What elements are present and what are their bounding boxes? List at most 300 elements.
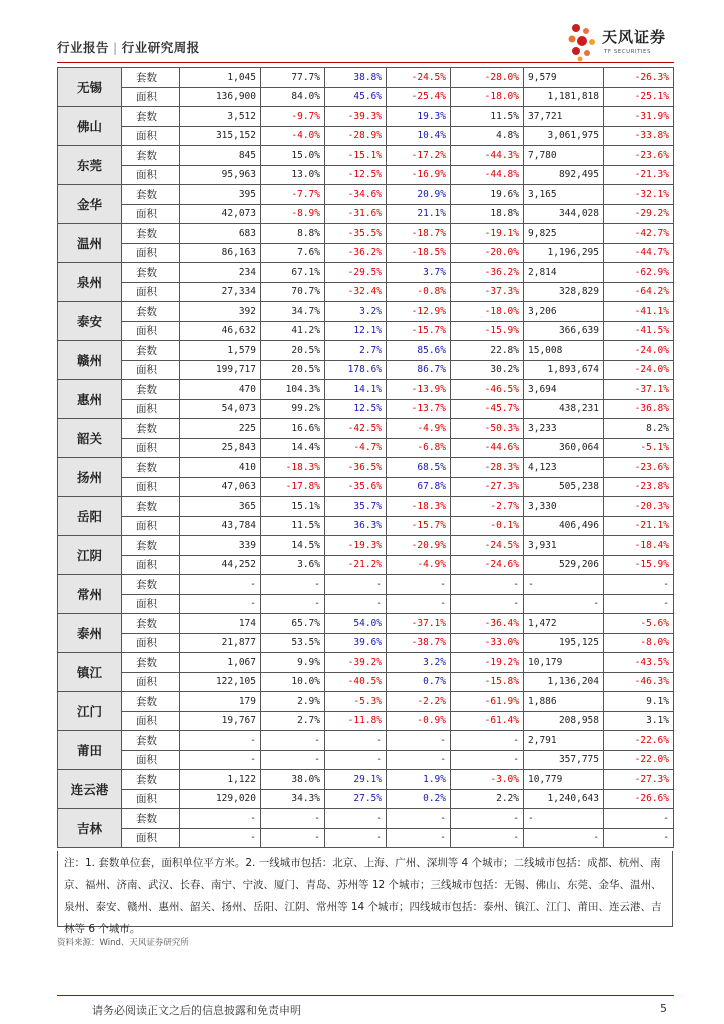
value-cell: 95,963: [180, 165, 261, 185]
tf-logo-icon: [566, 22, 600, 62]
value-cell: -28.9%: [325, 126, 387, 146]
value-cell: 37,721: [524, 107, 604, 127]
value-cell: -15.9%: [604, 555, 674, 575]
metric-label-cell: 套数: [122, 809, 180, 829]
value-cell: 21,877: [180, 633, 261, 653]
value-cell: 174: [180, 614, 261, 634]
city-name-cell: 泰州: [58, 614, 122, 653]
table-row: [58, 497, 674, 517]
value-cell: 4,123: [524, 458, 604, 478]
metric-label-cell: 套数: [122, 263, 180, 283]
city-name-cell: 江阴: [58, 536, 122, 575]
value-cell: -5.3%: [325, 692, 387, 712]
value-cell: 410: [180, 458, 261, 478]
value-cell: -34.6%: [325, 185, 387, 205]
value-cell: -7.7%: [261, 185, 325, 205]
disclaimer-footer: 请务必阅读正文之后的信息披露和免责申明: [92, 1004, 301, 1017]
value-cell: -: [325, 594, 387, 614]
value-cell: -: [524, 594, 604, 614]
metric-label-cell: 套数: [122, 458, 180, 478]
value-cell: 1.9%: [387, 770, 451, 790]
value-cell: 9,579: [524, 68, 604, 88]
city-name-cell: 赣州: [58, 341, 122, 380]
value-cell: 360,064: [524, 438, 604, 458]
metric-label-cell: 面积: [122, 399, 180, 419]
metric-label-cell: 套数: [122, 731, 180, 751]
value-cell: -43.5%: [604, 653, 674, 673]
value-cell: 9,825: [524, 224, 604, 244]
value-cell: 8.2%: [604, 419, 674, 439]
metric-label-cell: 套数: [122, 380, 180, 400]
value-cell: 43,784: [180, 516, 261, 536]
table-row: [58, 653, 674, 673]
table-row: [58, 672, 674, 692]
table-row: [58, 614, 674, 634]
table-row: [58, 282, 674, 302]
value-cell: 529,206: [524, 555, 604, 575]
value-cell: -33.0%: [451, 633, 524, 653]
value-cell: 41.2%: [261, 321, 325, 341]
metric-label-cell: 套数: [122, 614, 180, 634]
value-cell: 77.7%: [261, 68, 325, 88]
value-cell: -8.0%: [604, 633, 674, 653]
value-cell: -25.4%: [387, 87, 451, 107]
value-cell: -: [261, 750, 325, 770]
value-cell: 3,931: [524, 536, 604, 556]
value-cell: 29.1%: [325, 770, 387, 790]
value-cell: -11.8%: [325, 711, 387, 731]
table-note: 注：1. 套数单位套，面积单位平方米。2. 一线城市包括：北京、上海、广州、深圳等 4 个城市；二线城市包括：成都、杭州、南京、福州、济南、武汉、长春、南宁、宁波、厦门、青岛、苏州等 12 个城市；三线城市包括：无锡、佛山、东莞、金华、温州、泉州、泰安、赣州、惠州、韶关、扬州、岳阳、江阴、常州等 14 个城市；四线城市包括：泰州、镇江、江门、莆田、连云港、吉林等 6 个城市。: [57, 851, 673, 927]
table-row: [58, 770, 674, 790]
metric-label-cell: 面积: [122, 477, 180, 497]
value-cell: -29.5%: [325, 263, 387, 283]
value-cell: 365: [180, 497, 261, 517]
value-cell: 3,694: [524, 380, 604, 400]
value-cell: 395: [180, 185, 261, 205]
value-cell: -: [325, 575, 387, 595]
table-row: [58, 126, 674, 146]
value-cell: 1,240,643: [524, 789, 604, 809]
value-cell: 505,238: [524, 477, 604, 497]
value-cell: -: [180, 731, 261, 751]
value-cell: -29.2%: [604, 204, 674, 224]
metric-label-cell: 面积: [122, 789, 180, 809]
value-cell: -: [325, 731, 387, 751]
value-cell: 34.7%: [261, 302, 325, 322]
value-cell: -19.1%: [451, 224, 524, 244]
value-cell: -19.2%: [451, 653, 524, 673]
value-cell: -: [604, 575, 674, 595]
metric-label-cell: 套数: [122, 146, 180, 166]
metric-label-cell: 面积: [122, 87, 180, 107]
value-cell: -21.3%: [604, 165, 674, 185]
table-row: [58, 146, 674, 166]
city-name-cell: 泉州: [58, 263, 122, 302]
value-cell: 15,008: [524, 341, 604, 361]
table-row: [58, 536, 674, 556]
value-cell: -: [451, 828, 524, 848]
value-cell: 39.6%: [325, 633, 387, 653]
value-cell: 20.5%: [261, 341, 325, 361]
value-cell: -: [261, 575, 325, 595]
value-cell: -21.2%: [325, 555, 387, 575]
value-cell: 22.8%: [451, 341, 524, 361]
value-cell: -62.9%: [604, 263, 674, 283]
value-cell: -35.6%: [325, 477, 387, 497]
value-cell: -36.2%: [325, 243, 387, 263]
city-sales-table: [57, 67, 674, 848]
value-cell: -: [180, 575, 261, 595]
value-cell: -27.3%: [604, 770, 674, 790]
value-cell: -42.5%: [325, 419, 387, 439]
value-cell: 36.3%: [325, 516, 387, 536]
metric-label-cell: 套数: [122, 575, 180, 595]
value-cell: 10.0%: [261, 672, 325, 692]
value-cell: -: [524, 575, 604, 595]
value-cell: -28.0%: [451, 68, 524, 88]
value-cell: -44.8%: [451, 165, 524, 185]
value-cell: 129,020: [180, 789, 261, 809]
value-cell: 179: [180, 692, 261, 712]
table-row: [58, 185, 674, 205]
table-row: [58, 809, 674, 829]
table-row: [58, 731, 674, 751]
value-cell: 683: [180, 224, 261, 244]
city-name-cell: 无锡: [58, 68, 122, 107]
value-cell: -: [604, 594, 674, 614]
value-cell: 3.2%: [387, 653, 451, 673]
value-cell: -46.3%: [604, 672, 674, 692]
value-cell: -37.3%: [451, 282, 524, 302]
value-cell: 21.1%: [387, 204, 451, 224]
value-cell: -64.2%: [604, 282, 674, 302]
value-cell: 3.1%: [604, 711, 674, 731]
value-cell: -: [325, 750, 387, 770]
footer-rule: [57, 995, 674, 996]
header-subcategory: 行业研究周报: [121, 40, 200, 55]
value-cell: -18.5%: [387, 243, 451, 263]
city-name-cell: 泰安: [58, 302, 122, 341]
value-cell: -50.3%: [451, 419, 524, 439]
value-cell: 42,073: [180, 204, 261, 224]
value-cell: 12.1%: [325, 321, 387, 341]
table-row: [58, 633, 674, 653]
value-cell: -61.9%: [451, 692, 524, 712]
city-name-cell: 扬州: [58, 458, 122, 497]
logo-en-name: TF SECURITIES: [604, 49, 651, 55]
table-row: [58, 87, 674, 107]
value-cell: 2.9%: [261, 692, 325, 712]
metric-label-cell: 面积: [122, 126, 180, 146]
table-row: [58, 692, 674, 712]
metric-label-cell: 面积: [122, 438, 180, 458]
value-cell: -27.3%: [451, 477, 524, 497]
value-cell: 15.1%: [261, 497, 325, 517]
value-cell: 7.6%: [261, 243, 325, 263]
value-cell: 1,893,674: [524, 360, 604, 380]
value-cell: -24.0%: [604, 341, 674, 361]
value-cell: -24.5%: [387, 68, 451, 88]
metric-label-cell: 面积: [122, 321, 180, 341]
table-row: [58, 555, 674, 575]
value-cell: -19.3%: [325, 536, 387, 556]
value-cell: -18.3%: [261, 458, 325, 478]
value-cell: 68.5%: [387, 458, 451, 478]
table-row: [58, 263, 674, 283]
value-cell: -: [451, 809, 524, 829]
metric-label-cell: 套数: [122, 68, 180, 88]
table-row: [58, 165, 674, 185]
value-cell: 0.2%: [387, 789, 451, 809]
value-cell: -46.5%: [451, 380, 524, 400]
value-cell: 86.7%: [387, 360, 451, 380]
table-row: [58, 341, 674, 361]
value-cell: -22.6%: [604, 731, 674, 751]
table-row: [58, 321, 674, 341]
value-cell: 136,900: [180, 87, 261, 107]
city-name-cell: 惠州: [58, 380, 122, 419]
value-cell: 46,632: [180, 321, 261, 341]
value-cell: 1,067: [180, 653, 261, 673]
metric-label-cell: 套数: [122, 107, 180, 127]
table-row: [58, 789, 674, 809]
value-cell: 11.5%: [261, 516, 325, 536]
value-cell: 3,512: [180, 107, 261, 127]
value-cell: -5.1%: [604, 438, 674, 458]
value-cell: 195,125: [524, 633, 604, 653]
value-cell: -: [180, 809, 261, 829]
value-cell: 2,814: [524, 263, 604, 283]
table-row: [58, 360, 674, 380]
metric-label-cell: 套数: [122, 497, 180, 517]
value-cell: -42.7%: [604, 224, 674, 244]
value-cell: -36.2%: [451, 263, 524, 283]
value-cell: 178.6%: [325, 360, 387, 380]
value-cell: 86,163: [180, 243, 261, 263]
value-cell: -4.0%: [261, 126, 325, 146]
value-cell: -18.4%: [604, 536, 674, 556]
value-cell: 18.8%: [451, 204, 524, 224]
value-cell: 11.5%: [451, 107, 524, 127]
value-cell: 10,779: [524, 770, 604, 790]
value-cell: -44.3%: [451, 146, 524, 166]
value-cell: 438,231: [524, 399, 604, 419]
value-cell: -: [180, 750, 261, 770]
value-cell: -0.9%: [387, 711, 451, 731]
value-cell: -15.8%: [451, 672, 524, 692]
table-row: [58, 399, 674, 419]
value-cell: -9.7%: [261, 107, 325, 127]
value-cell: 54,073: [180, 399, 261, 419]
logo-name: 天风证券: [602, 28, 667, 46]
value-cell: -24.6%: [451, 555, 524, 575]
table-row: [58, 516, 674, 536]
value-cell: -6.8%: [387, 438, 451, 458]
table-row: [58, 107, 674, 127]
value-cell: -16.9%: [387, 165, 451, 185]
value-cell: -: [261, 809, 325, 829]
value-cell: -: [524, 809, 604, 829]
value-cell: -: [387, 828, 451, 848]
value-cell: -17.8%: [261, 477, 325, 497]
value-cell: -: [387, 731, 451, 751]
value-cell: -12.9%: [387, 302, 451, 322]
value-cell: 4.8%: [451, 126, 524, 146]
value-cell: -39.3%: [325, 107, 387, 127]
value-cell: 38.8%: [325, 68, 387, 88]
value-cell: -: [451, 750, 524, 770]
value-cell: 406,496: [524, 516, 604, 536]
table-row: [58, 243, 674, 263]
table-row: [58, 750, 674, 770]
value-cell: -23.6%: [604, 458, 674, 478]
value-cell: 357,775: [524, 750, 604, 770]
value-cell: 8.8%: [261, 224, 325, 244]
value-cell: -20.9%: [387, 536, 451, 556]
value-cell: 14.1%: [325, 380, 387, 400]
value-cell: -15.9%: [451, 321, 524, 341]
table-row: [58, 828, 674, 848]
value-cell: -: [524, 828, 604, 848]
value-cell: 2.7%: [325, 341, 387, 361]
value-cell: 1,472: [524, 614, 604, 634]
value-cell: 1,136,204: [524, 672, 604, 692]
value-cell: 339: [180, 536, 261, 556]
table-body: [58, 68, 674, 848]
value-cell: -: [325, 809, 387, 829]
city-name-cell: 岳阳: [58, 497, 122, 536]
value-cell: -15.7%: [387, 516, 451, 536]
value-cell: -: [180, 828, 261, 848]
metric-label-cell: 套数: [122, 419, 180, 439]
metric-label-cell: 套数: [122, 341, 180, 361]
value-cell: -: [387, 809, 451, 829]
page-header: [57, 38, 200, 56]
value-cell: -0.8%: [387, 282, 451, 302]
value-cell: 34.3%: [261, 789, 325, 809]
value-cell: -15.7%: [387, 321, 451, 341]
value-cell: 3,233: [524, 419, 604, 439]
value-cell: -61.4%: [451, 711, 524, 731]
value-cell: -35.5%: [325, 224, 387, 244]
value-cell: 328,829: [524, 282, 604, 302]
metric-label-cell: 面积: [122, 555, 180, 575]
value-cell: -5.6%: [604, 614, 674, 634]
value-cell: 67.1%: [261, 263, 325, 283]
value-cell: -26.3%: [604, 68, 674, 88]
value-cell: -: [451, 575, 524, 595]
value-cell: 3.7%: [387, 263, 451, 283]
value-cell: -28.3%: [451, 458, 524, 478]
value-cell: 10,179: [524, 653, 604, 673]
value-cell: 9.9%: [261, 653, 325, 673]
table-row: [58, 380, 674, 400]
metric-label-cell: 套数: [122, 224, 180, 244]
value-cell: -38.7%: [387, 633, 451, 653]
value-cell: -4.9%: [387, 555, 451, 575]
value-cell: 10.4%: [387, 126, 451, 146]
value-cell: 13.0%: [261, 165, 325, 185]
metric-label-cell: 套数: [122, 185, 180, 205]
value-cell: -: [451, 594, 524, 614]
value-cell: -23.8%: [604, 477, 674, 497]
value-cell: 54.0%: [325, 614, 387, 634]
value-cell: 3,206: [524, 302, 604, 322]
value-cell: 199,717: [180, 360, 261, 380]
value-cell: -4.9%: [387, 419, 451, 439]
value-cell: -32.4%: [325, 282, 387, 302]
value-cell: 65.7%: [261, 614, 325, 634]
value-cell: -18.0%: [451, 87, 524, 107]
value-cell: -: [604, 828, 674, 848]
table-row: [58, 458, 674, 478]
value-cell: 1,886: [524, 692, 604, 712]
metric-label-cell: 面积: [122, 282, 180, 302]
metric-label-cell: 面积: [122, 594, 180, 614]
value-cell: 3,061,975: [524, 126, 604, 146]
value-cell: 38.0%: [261, 770, 325, 790]
value-cell: -: [451, 731, 524, 751]
city-name-cell: 东莞: [58, 146, 122, 185]
value-cell: -40.5%: [325, 672, 387, 692]
value-cell: -2.7%: [451, 497, 524, 517]
metric-label-cell: 套数: [122, 653, 180, 673]
table-row: [58, 594, 674, 614]
header-category: 行业报告: [57, 40, 110, 55]
header-separator: |: [113, 40, 118, 55]
value-cell: -: [325, 828, 387, 848]
value-cell: 19.3%: [387, 107, 451, 127]
value-cell: -37.1%: [387, 614, 451, 634]
value-cell: 3,165: [524, 185, 604, 205]
table-row: [58, 204, 674, 224]
value-cell: 392: [180, 302, 261, 322]
value-cell: 315,152: [180, 126, 261, 146]
value-cell: -41.5%: [604, 321, 674, 341]
value-cell: 16.6%: [261, 419, 325, 439]
value-cell: 27,334: [180, 282, 261, 302]
table-row: [58, 575, 674, 595]
table-row: [58, 68, 674, 88]
value-cell: 208,958: [524, 711, 604, 731]
value-cell: 9.1%: [604, 692, 674, 712]
value-cell: -39.2%: [325, 653, 387, 673]
value-cell: -15.1%: [325, 146, 387, 166]
metric-label-cell: 面积: [122, 828, 180, 848]
value-cell: -2.2%: [387, 692, 451, 712]
value-cell: -18.3%: [387, 497, 451, 517]
city-name-cell: 莆田: [58, 731, 122, 770]
value-cell: -: [180, 594, 261, 614]
value-cell: 1,579: [180, 341, 261, 361]
metric-label-cell: 套数: [122, 536, 180, 556]
value-cell: 19,767: [180, 711, 261, 731]
value-cell: 1,045: [180, 68, 261, 88]
city-name-cell: 常州: [58, 575, 122, 614]
value-cell: -12.5%: [325, 165, 387, 185]
value-cell: 20.9%: [387, 185, 451, 205]
value-cell: -20.3%: [604, 497, 674, 517]
source-line: 资料来源：Wind、天风证券研究所: [57, 938, 189, 948]
value-cell: -17.2%: [387, 146, 451, 166]
value-cell: 45.6%: [325, 87, 387, 107]
value-cell: -20.0%: [451, 243, 524, 263]
value-cell: 27.5%: [325, 789, 387, 809]
value-cell: -24.0%: [604, 360, 674, 380]
city-name-cell: 韶关: [58, 419, 122, 458]
value-cell: 234: [180, 263, 261, 283]
value-cell: -: [604, 809, 674, 829]
